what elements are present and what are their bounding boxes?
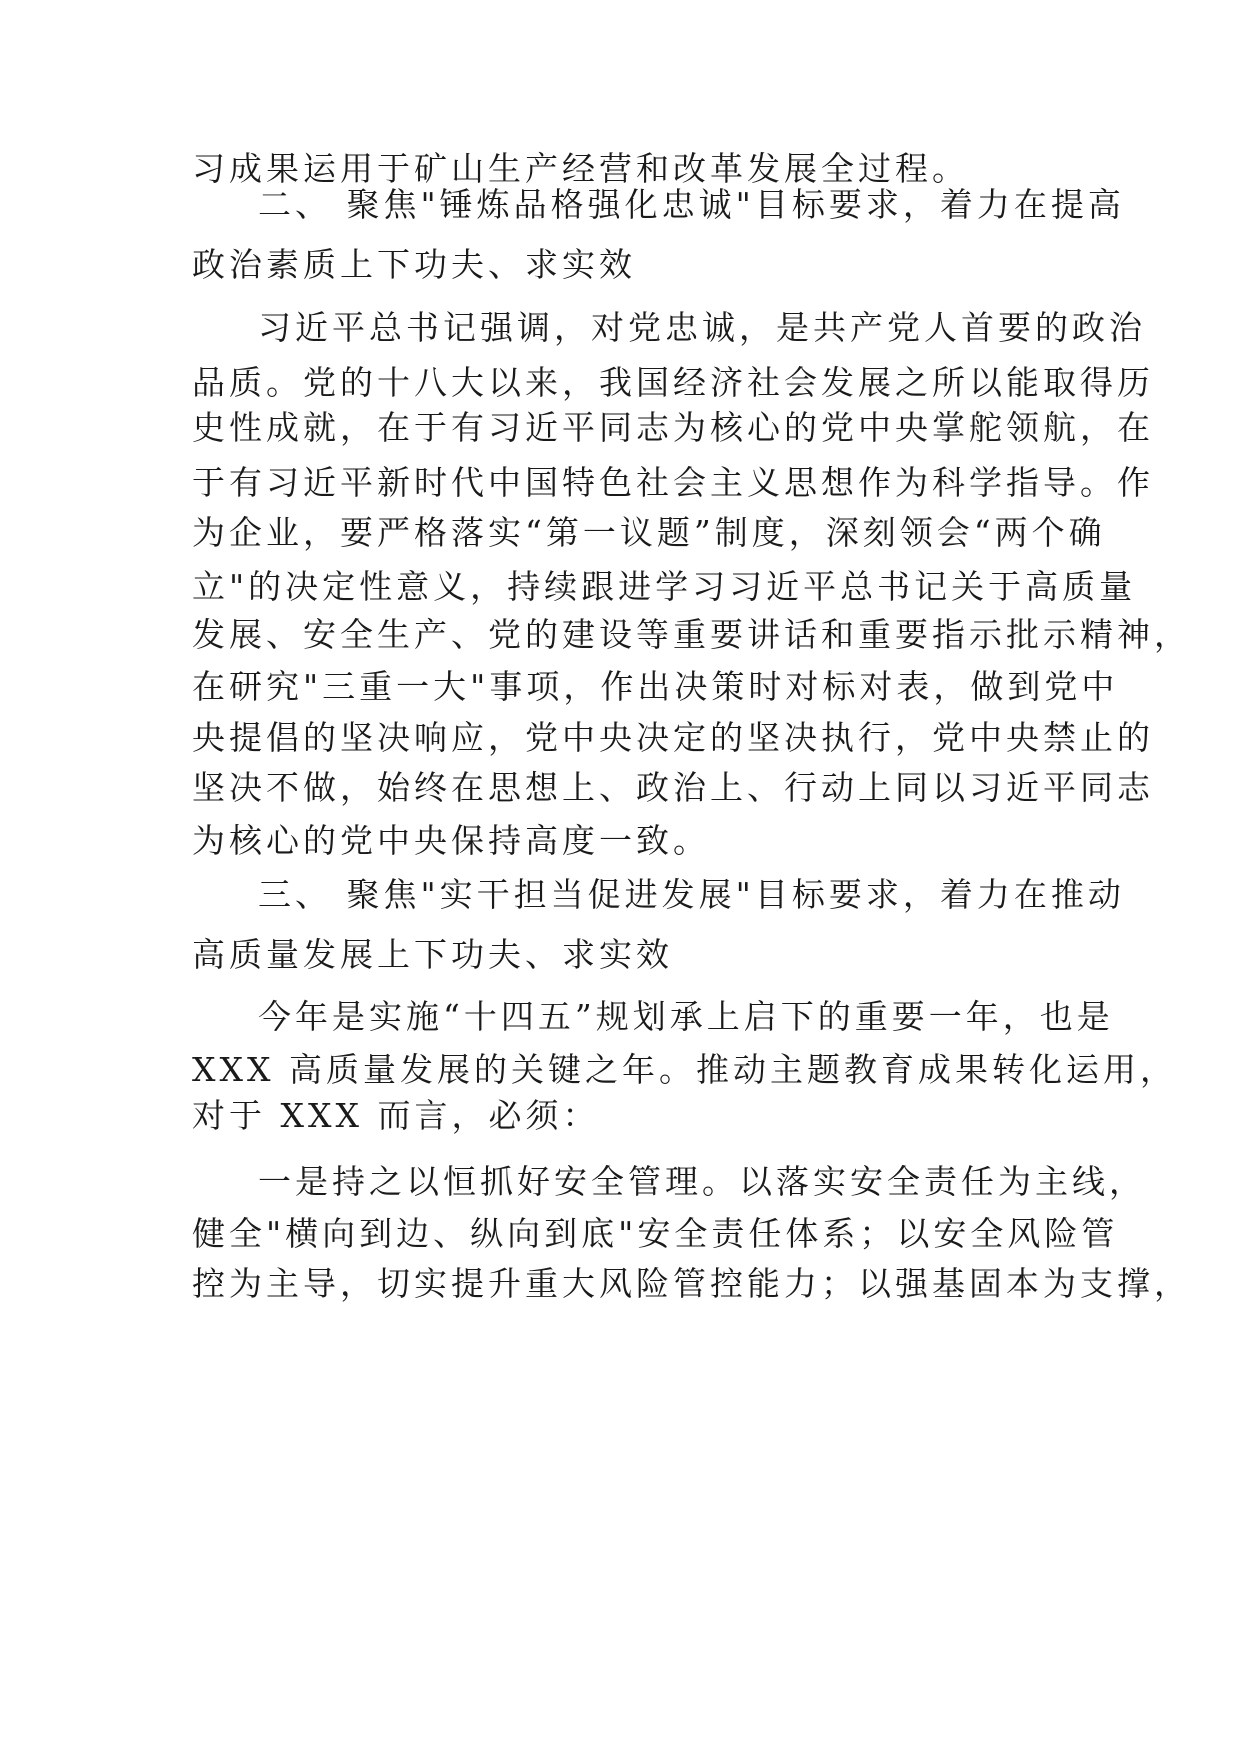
paragraph-line: 品质。党的十八大以来，我国经济社会发展之所以能取得历 [192, 363, 1154, 402]
paragraph-line: 为企业，要严格落实“第一议题”制度，深刻领会“两个确 [192, 513, 1106, 552]
paragraph-line: 习近平总书记强调，对党忠诚，是共产党人首要的政治 [258, 308, 1146, 347]
paragraph-line: 为核心的党中央保持高度一致。 [192, 821, 710, 860]
paragraph-line: 立"的决定性意义，持续跟进学习习近平总书记关于高质量 [192, 567, 1137, 606]
section-heading-line: 高质量发展上下功夫、求实效 [192, 935, 673, 974]
section-heading-line: 政治素质上下功夫、求实效 [192, 245, 636, 284]
paragraph-line: 史性成就，在于有习近平同志为核心的党中央掌舵领航，在 [192, 408, 1154, 447]
paragraph-line: 发展、安全生产、党的建设等重要讲话和重要指示批示精神， [192, 615, 1191, 654]
paragraph-line: 在研究"三重一大"事项，作出决策时对标对表，做到党中 [192, 667, 1119, 706]
paragraph-line: 健全"横向到边、纵向到底"安全责任体系；以安全风险管 [192, 1214, 1119, 1253]
paragraph-line: 一是持之以恒抓好安全管理。以落实安全责任为主线， [258, 1162, 1146, 1201]
paragraph-line: 习成果运用于矿山生产经营和改革发展全过程。 [192, 149, 969, 188]
paragraph-line: 对于 XXX 而言，必须： [192, 1096, 600, 1135]
paragraph-line: 央提倡的坚决响应，党中央决定的坚决执行，党中央禁止的 [192, 718, 1154, 757]
paragraph-line: 坚决不做，始终在思想上、政治上、行动上同以习近平同志 [192, 768, 1154, 807]
paragraph-line: 控为主导，切实提升重大风险管控能力；以强基固本为支撑， [192, 1264, 1191, 1303]
section-heading-line: 三、 聚焦"实干担当促进发展"目标要求，着力在推动 [258, 875, 1125, 914]
paragraph-line: 今年是实施“十四五”规划承上启下的重要一年，也是 [258, 997, 1114, 1036]
section-heading-line: 二、 聚焦"锤炼品格强化忠诚"目标要求，着力在提高 [258, 185, 1125, 224]
paragraph-line: 于有习近平新时代中国特色社会主义思想作为科学指导。作 [192, 463, 1154, 502]
paragraph-line: XXX 高质量发展的关键之年。推动主题教育成果转化运用， [192, 1050, 1177, 1089]
